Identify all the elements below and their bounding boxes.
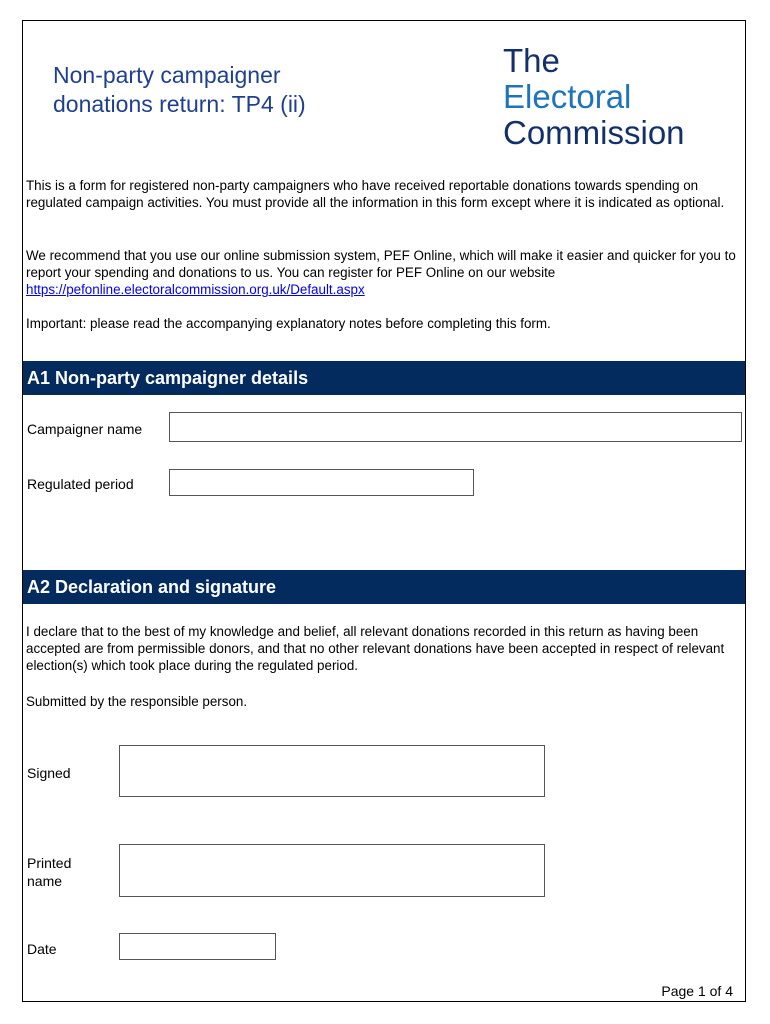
printed-name-input[interactable] — [119, 844, 545, 897]
form-page — [22, 20, 746, 1002]
pef-online-link[interactable]: https://pefonline.electoralcommission.org.uk/Default.aspx — [26, 282, 365, 297]
regulated-period-input[interactable] — [169, 469, 474, 496]
section-a2-heading: A2 Declaration and signature — [23, 570, 745, 604]
signed-label: Signed — [27, 765, 71, 781]
intro-paragraph-2-text: We recommend that you use our online submission system, PEF Online, which will make it easier and quicker for you to report your spending and donations to us. You can register for PEF Online on our website — [26, 248, 736, 280]
intro-paragraph-1: This is a form for registered non-party campaigners who have received reportable donations towards spending on regulated campaign activities. You must provide all the information in this form except where it is indicated as optional. — [26, 178, 725, 210]
logo-line-1: The — [503, 42, 560, 79]
logo-line-3: Commission — [503, 114, 685, 151]
submitted-by-text: Submitted by the responsible person. — [26, 694, 248, 709]
regulated-period-label: Regulated period — [27, 476, 134, 492]
title-line-2: donations return: TP4 (ii) — [53, 91, 306, 117]
declaration-text: I declare that to the best of my knowledge and belief, all relevant donations recorded in this return as having been accepted are from permissible donors, and that no other relevant donations have been accepted in respect of relevant election(s) which took place during the regulated period. — [26, 624, 725, 673]
page-number: Page 1 of 4 — [661, 983, 733, 999]
section-a1-heading: A1 Non-party campaigner details — [23, 361, 745, 395]
page-title — [53, 61, 306, 119]
campaigner-name-input[interactable] — [169, 412, 742, 442]
intro-paragraph-3: Important: please read the accompanying explanatory notes before completing this form. — [26, 316, 551, 331]
title-line-1: Non-party campaigner — [53, 62, 281, 88]
electoral-commission-logo — [503, 43, 685, 151]
printed-name-label-line-1: Printed — [27, 855, 72, 871]
printed-name-label — [27, 854, 71, 890]
logo-line-2: Electoral — [503, 78, 632, 115]
signature-field[interactable] — [119, 745, 545, 797]
intro-paragraph-2 — [26, 247, 742, 298]
printed-name-label-line-2: name — [27, 873, 63, 889]
date-input[interactable] — [119, 933, 276, 960]
campaigner-name-label: Campaigner name — [27, 421, 143, 437]
date-label: Date — [27, 941, 57, 957]
